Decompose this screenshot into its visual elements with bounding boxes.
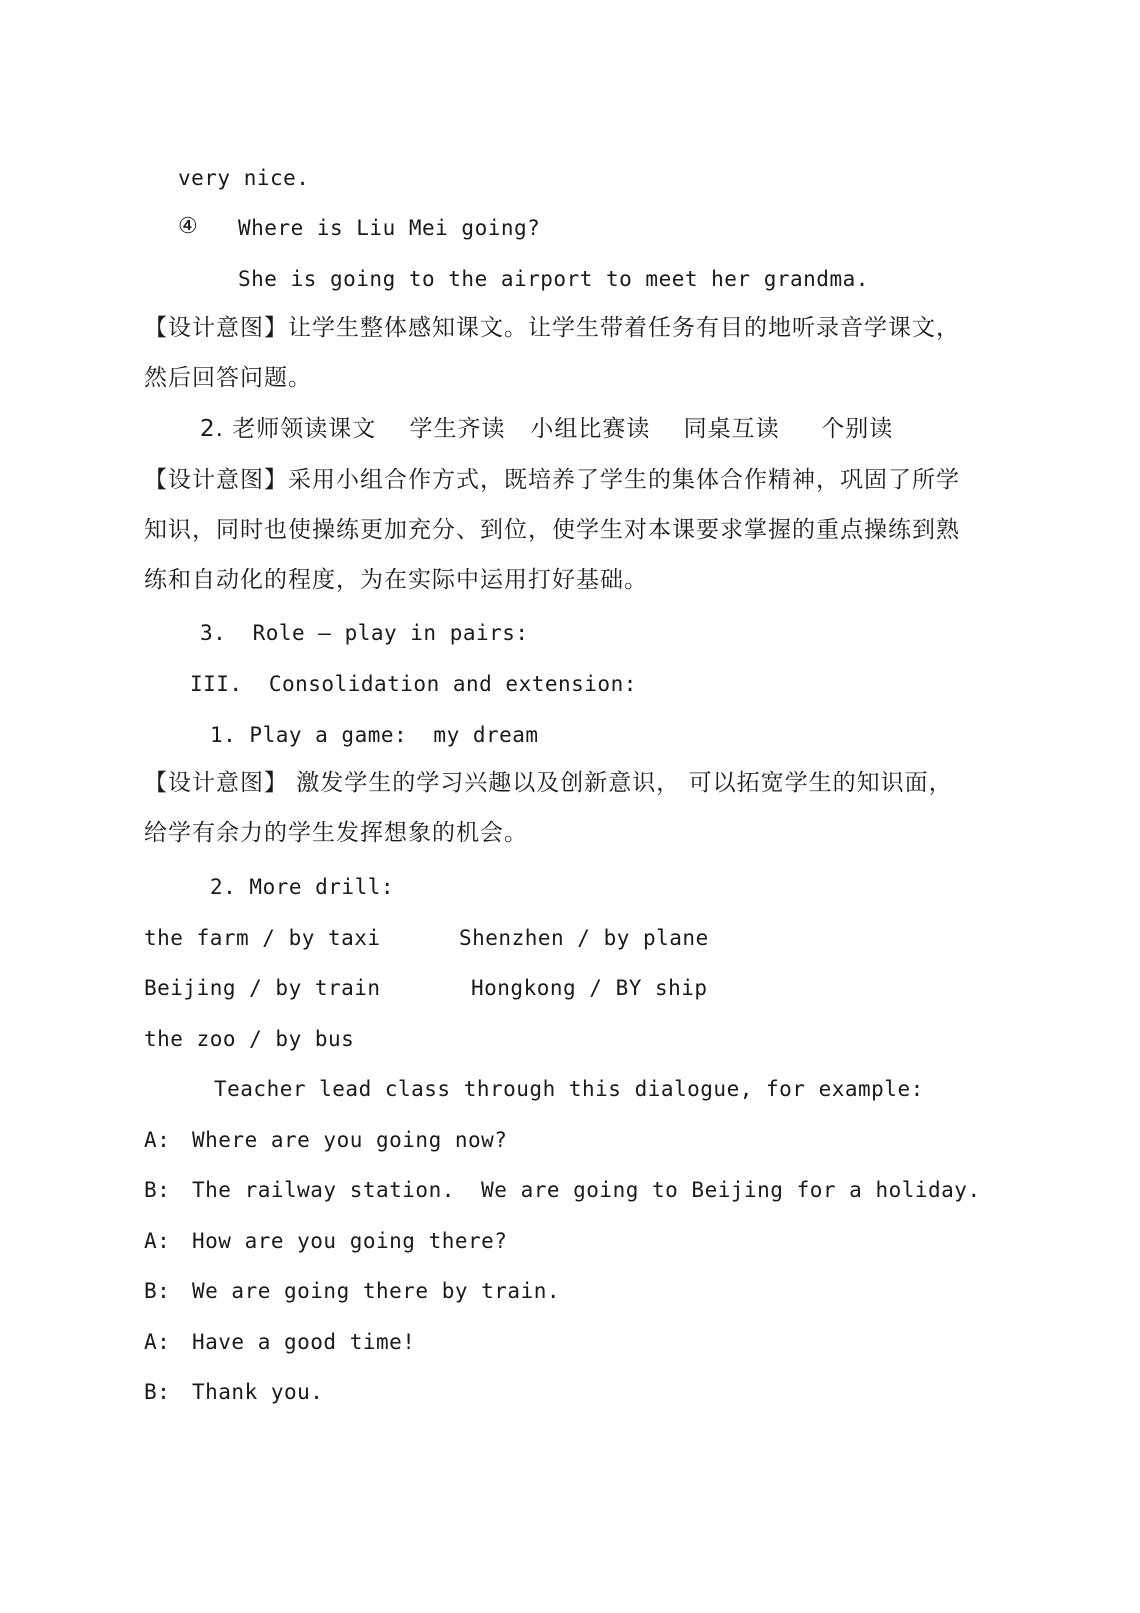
drill-item: the farm / by taxi [144, 926, 381, 950]
text-line: very nice. [178, 166, 310, 190]
design-intent-note-cont: 练和自动化的程度，为在实际中运用打好基础。 [144, 567, 648, 593]
design-intent-note: 【设计意图】采用小组合作方式，既培养了学生的集体合作精神，巩固了所学 [144, 467, 960, 493]
speaker-label: A: [144, 1330, 171, 1354]
dialogue-line: We are going there by train. [192, 1279, 561, 1303]
step-heading: 2. More drill: [210, 875, 395, 899]
design-intent-note-cont: 给学有余力的学生发挥想象的机会。 [144, 820, 528, 846]
drill-item: Beijing / by train [144, 976, 381, 1000]
list-marker: ④ [178, 214, 199, 239]
dialogue-line: Have a good time! [192, 1330, 416, 1354]
design-intent-note: 【设计意图】让学生整体感知课文。让学生带着任务有目的地听录音学课文， [144, 315, 960, 341]
dialogue-line: Where are you going now? [192, 1128, 508, 1152]
reading-activities: 2. 老师领读课文 学生齐读 小组比赛读 同桌互读 个别读 [200, 416, 894, 442]
speaker-label: A: [144, 1229, 171, 1253]
answer-text: She is going to the airport to meet her grandma. [238, 267, 869, 291]
step-heading: 3. Role – play in pairs: [200, 621, 529, 645]
speaker-label: B: [144, 1380, 171, 1404]
drill-item: the zoo / by bus [144, 1027, 355, 1051]
dialogue-line: Thank you. [192, 1380, 324, 1404]
step-heading: 1. Play a game: my dream [210, 723, 539, 747]
design-intent-note-cont: 然后回答问题。 [144, 365, 312, 391]
design-intent-note: 【设计意图】 激发学生的学习兴趣以及创新意识， 可以拓宽学生的知识面， [144, 770, 953, 796]
speaker-label: A: [144, 1128, 171, 1152]
dialogue-line: The railway station. We are going to Beijing for a holiday. [192, 1178, 981, 1202]
drill-item: Shenzhen / by plane [459, 926, 709, 950]
instruction-text: Teacher lead class through this dialogue, for example: [214, 1077, 924, 1101]
design-intent-note-cont: 知识，同时也使操练更加充分、到位，使学生对本课要求掌握的重点操练到熟 [144, 517, 960, 543]
section-heading: III. Consolidation and extension: [190, 672, 637, 696]
drill-item: Hongkong / BY ship [471, 976, 708, 1000]
question-text: Where is Liu Mei going? [238, 216, 541, 240]
speaker-label: B: [144, 1178, 171, 1202]
dialogue-line: How are you going there? [192, 1229, 508, 1253]
speaker-label: B: [144, 1279, 171, 1303]
